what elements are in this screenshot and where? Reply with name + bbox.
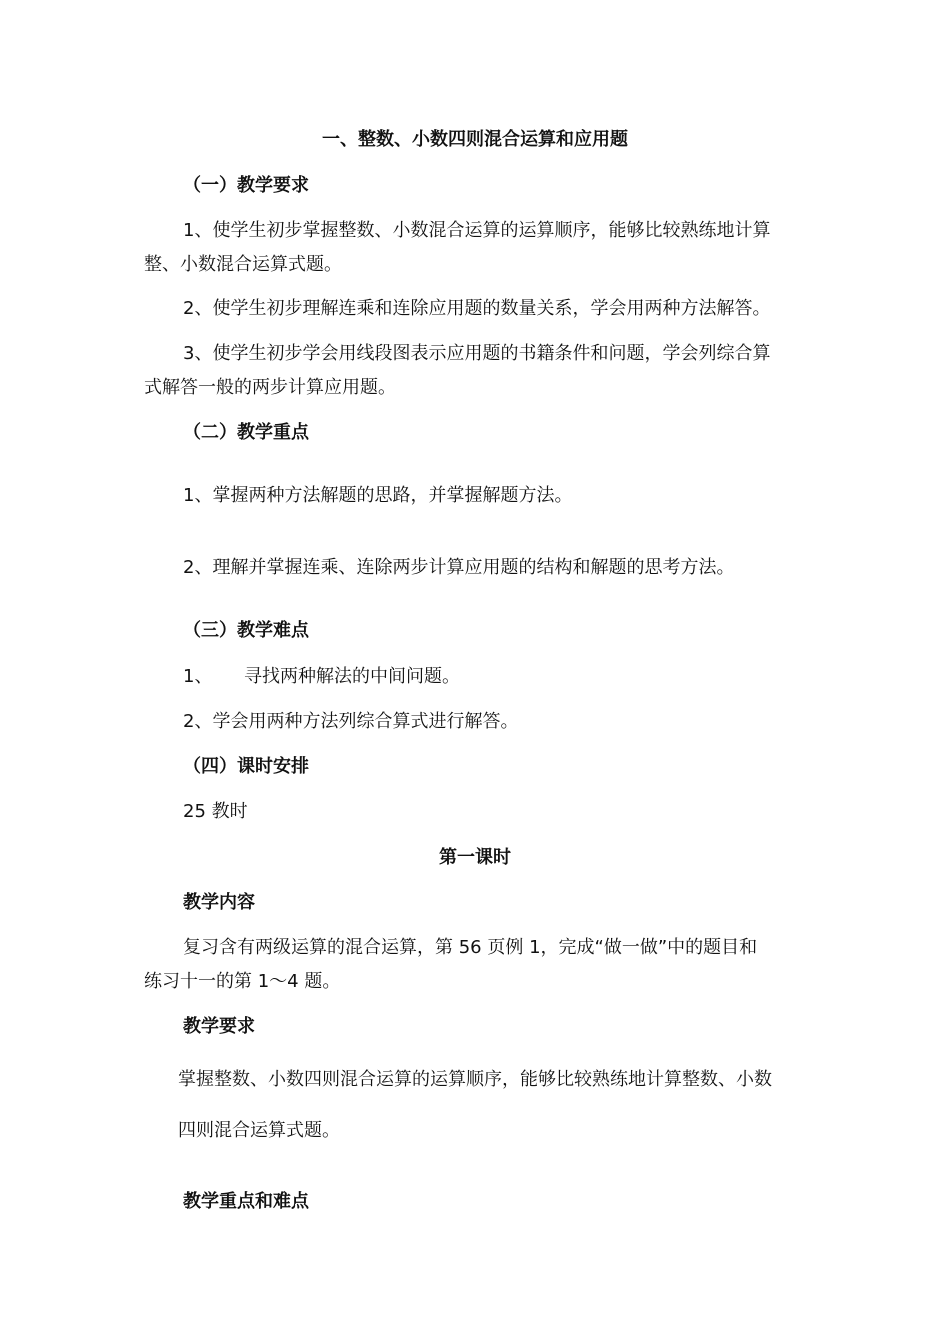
lesson-requirements-text: 掌握整数、小数四则混合运算的运算顺序，能够比较熟练地计算整数、小数 — [178, 1069, 772, 1090]
key-point-item-2: 2、理解并掌握连乘、连除两步计算应用题的结构和解题的思考方法。 — [183, 557, 735, 578]
lesson-content-text-continued: 练习十一的第 1～4 题。 — [144, 971, 341, 992]
requirement-item-1: 1、使学生初步掌握整数、小数混合运算的运算顺序，能够比较熟练地计算 — [183, 220, 771, 241]
lesson-requirements-heading: 教学要求 — [183, 1016, 255, 1037]
requirement-item-1-continued: 整、小数混合运算式题。 — [144, 254, 342, 275]
key-point-item-1: 1、掌握两种方法解题的思路，并掌握解题方法。 — [183, 485, 573, 506]
lesson-title: 第一课时 — [439, 847, 511, 868]
schedule-text: 25 教时 — [183, 801, 248, 822]
document-title: 一、整数、小数四则混合运算和应用题 — [322, 129, 628, 150]
lesson-content-heading: 教学内容 — [183, 892, 255, 913]
difficulty-item-1-text: 寻找两种解法的中间问题。 — [244, 666, 460, 687]
section-heading-key-points: （二）教学重点 — [183, 422, 309, 443]
requirement-item-2: 2、使学生初步理解连乘和连除应用题的数量关系，学会用两种方法解答。 — [183, 298, 771, 319]
difficulty-item-2: 2、学会用两种方法列综合算式进行解答。 — [183, 711, 519, 732]
requirement-item-3: 3、使学生初步学会用线段图表示应用题的书籍条件和问题，学会列综合算 — [183, 343, 771, 364]
difficulty-item-1-number: 1、 — [183, 666, 213, 687]
lesson-key-difficulty-heading: 教学重点和难点 — [183, 1191, 309, 1212]
requirement-item-3-continued: 式解答一般的两步计算应用题。 — [144, 377, 396, 398]
section-heading-schedule: （四）课时安排 — [183, 756, 309, 777]
section-heading-difficulties: （三）教学难点 — [183, 620, 309, 641]
lesson-requirements-text-continued: 四则混合运算式题。 — [178, 1120, 340, 1141]
section-heading-requirements: （一）教学要求 — [183, 175, 309, 196]
lesson-content-text: 复习含有两级运算的混合运算，第 56 页例 1，完成“做一做”中的题目和 — [183, 937, 758, 958]
